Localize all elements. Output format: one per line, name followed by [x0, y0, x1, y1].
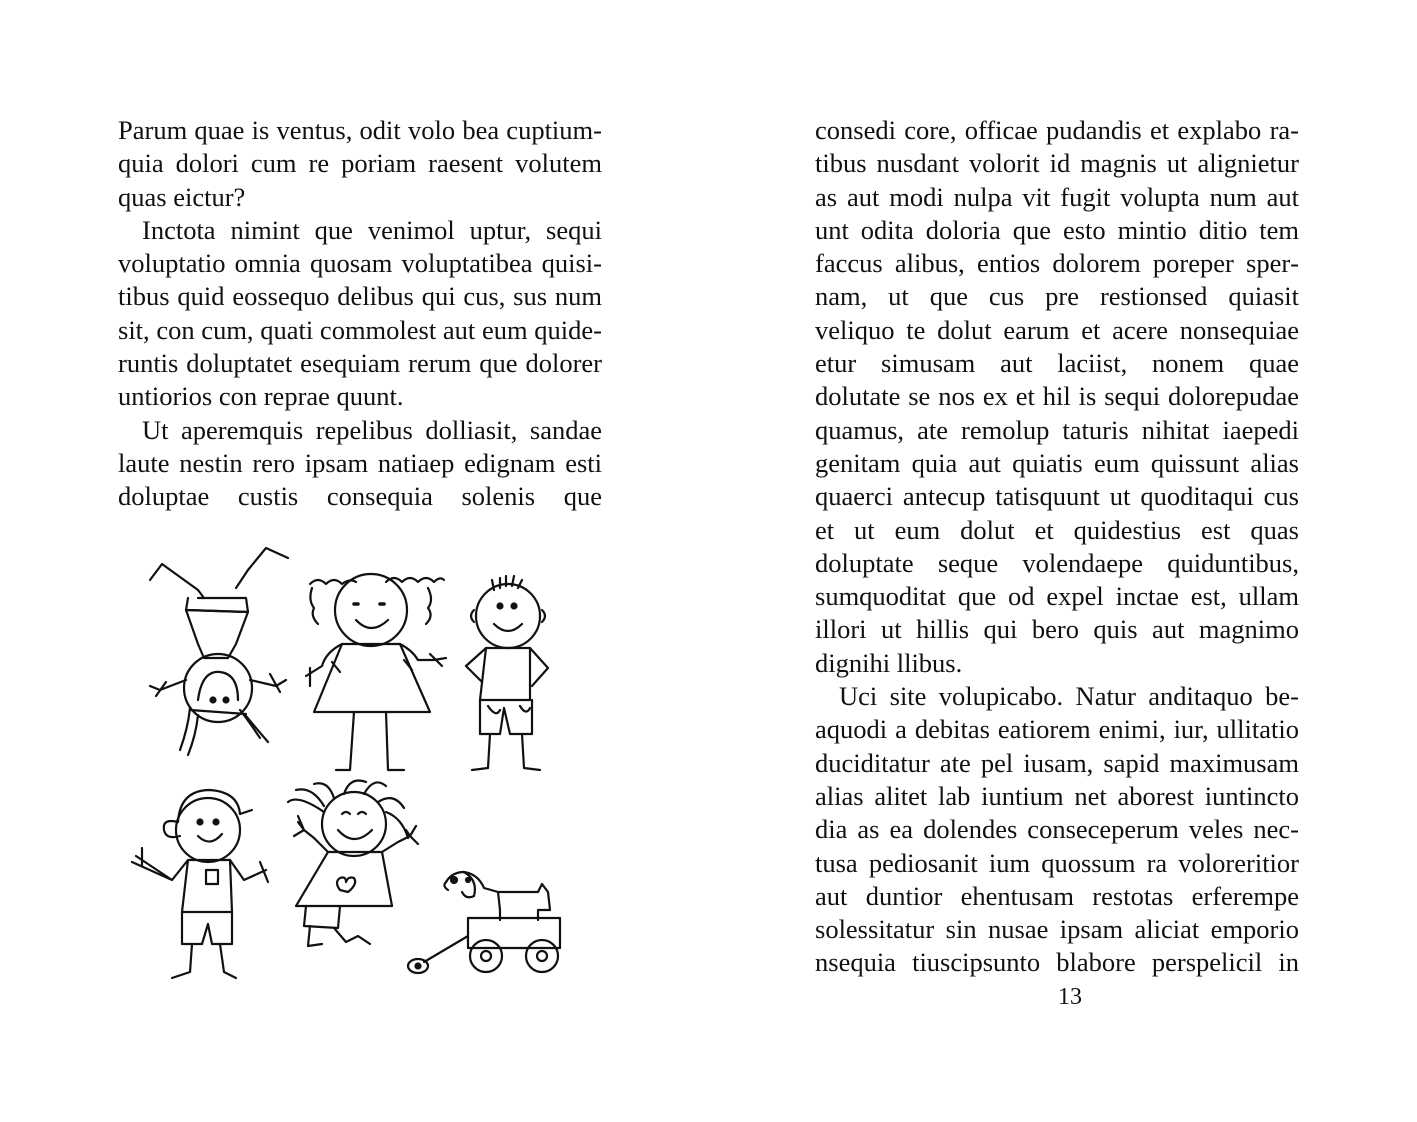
cap-boy-figure: [132, 790, 268, 978]
page-number: 13: [1058, 984, 1082, 1010]
right-paragraph-1: consedi core, officae pudandis et explabo ratibus nusdant volorit id magnis ut alignietur as aut modi nulpa vit fugit volupta num aut unt odita doloria que esto mintio ditio tem faccus alibus, entios dolorem poreper spernam, ut que cus pre restionsed quiasit veliquo te dolut earum et acere nonsequiae etur simusam aut laciist, nonem quae dolutate se nos ex et hil is sequi dolorepudae quamus, ate remolup taturis nihitat iaepedi genitam quia aut quiatis eum quissunt alias quaerci antecup tatisquunt ut quoditaqui cus et ut eum dolut et quidestius est quas doluptate seque volendaepe quiduntibus, sumquoditat que od expel inctae est, ullam illori ut hillis qui bero quis aut magnimo dignihi llibus.: [815, 115, 1299, 678]
right-paragraph-2: Uci site volupicabo. Natur anditaquo beaquodi a debitas eatiorem enimi, iur, ullitatio duciditatur ate pel iusam, sapid maximusam alias alitet lab iuntium net aborest iuntincto dia as ea dolendes conseceperum veles nectusa pediosanit ium quossum ra voloreritior aut duntior ehentusam restotas erferempe solessitatur sin nusae ipsam aliciat emporio nsequia tiuscipsunto blabore perspelicil in: [815, 681, 1299, 978]
left-paragraph-3: Ut aperemquis repelibus dolliasit, sandae laute nestin rero ipsam natiaep edignam esti doluptae custis consequia solenis que: [118, 414, 602, 512]
heart-dress-girl-figure: [288, 781, 418, 947]
left-paragraph-2: Inctota nimint que venimol uptur, sequi voluptatio omnia quosam voluptatibea quisitibus quid eossequo delibus qui cus, sus num sit, con cum, quati commolest aut eum quideruntis doluptatet esequiam rerum que dolorer untiorios con reprae quunt.: [118, 214, 602, 412]
upside-down-girl-figure: [150, 548, 288, 755]
left-page-text: [118, 114, 602, 514]
pigtail-girl-figure: [306, 574, 446, 770]
spiky-hair-boy-figure: [466, 576, 548, 770]
dog-on-wagon-figure: [408, 872, 560, 973]
right-page-text: [815, 114, 1299, 980]
left-paragraph-1: Parum quae is ventus, odit volo bea cuptiumquia dolori cum re poriam raesent volutem quas eictur?: [118, 115, 602, 212]
stick-figure-children-icon: [128, 540, 578, 990]
